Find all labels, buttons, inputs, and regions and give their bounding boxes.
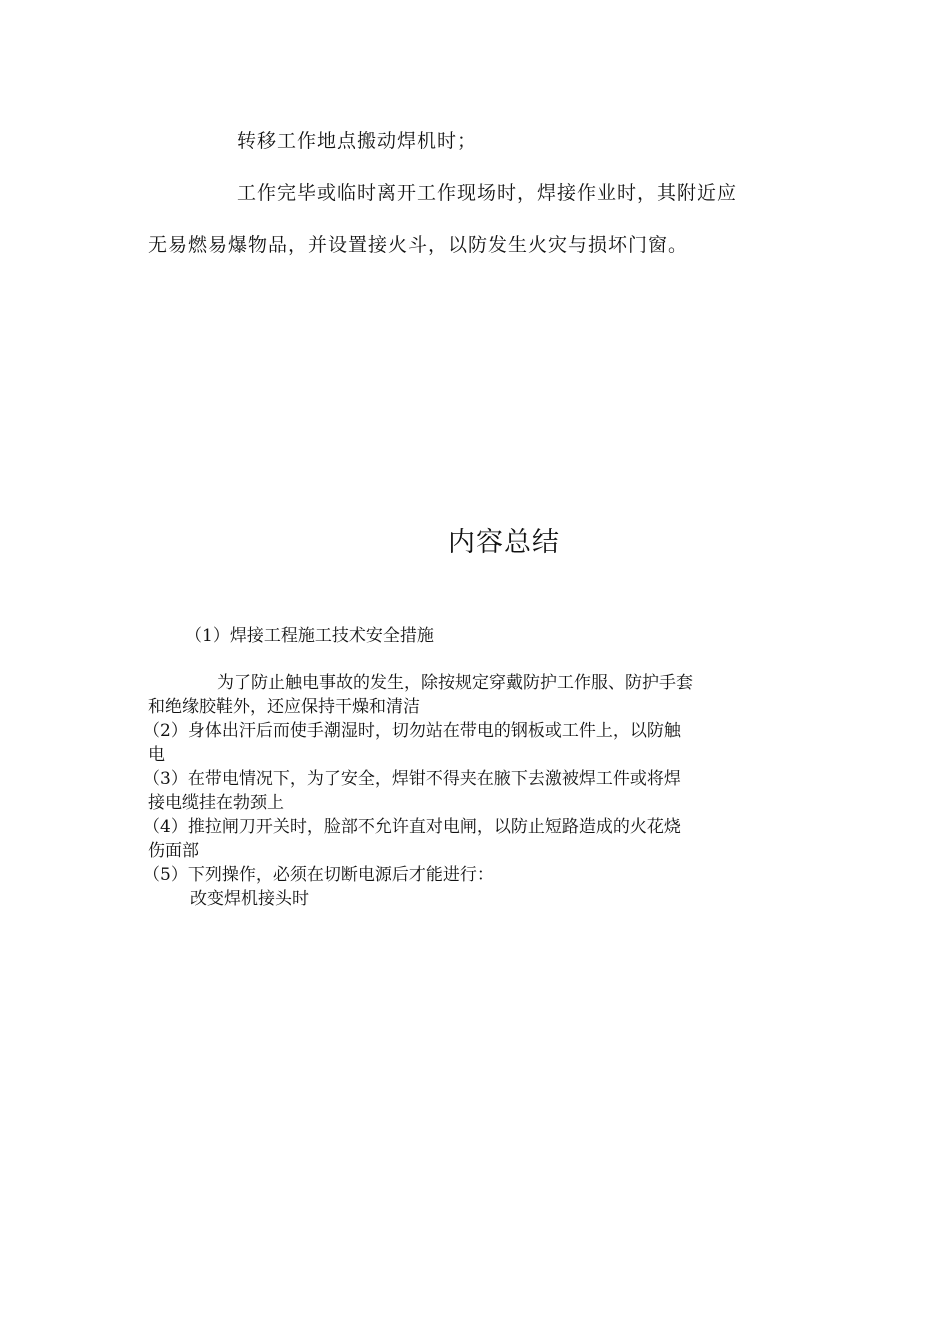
summary-line: 和绝缘胶鞋外，还应保持干燥和清洁 [148, 697, 420, 717]
summary-line: 为了防止触电事故的发生，除按规定穿戴防护工作服、防护手套 [217, 673, 693, 693]
body-line: 工作完毕或临时离开工作现场时，焊接作业时，其附近应 [237, 182, 738, 204]
summary-line: 电 [148, 745, 165, 765]
summary-line: 接电缆挂在勃颈上 [148, 793, 284, 813]
summary-line: （5）下列操作，必须在切断电源后才能进行： [143, 865, 494, 885]
body-line: 转移工作地点搬动焊机时； [237, 130, 478, 152]
summary-title: 内容总结 [448, 527, 560, 558]
summary-line: 改变焊机接头时 [190, 889, 309, 909]
summary-heading: （1）焊接工程施工技术安全措施 [185, 626, 434, 646]
summary-line: 伤面部 [148, 841, 199, 861]
summary-line: （3）在带电情况下，为了安全，焊钳不得夹在腋下去激被焊工件或将焊 [143, 769, 681, 789]
summary-line: （2）身体出汗后而使手潮湿时，切勿站在带电的钢板或工件上，以防触 [143, 721, 681, 741]
summary-line: （4）推拉闸刀开关时，脸部不允许直对电闸，以防止短路造成的火花烧 [143, 817, 681, 837]
body-line: 无易燃易爆物品，并设置接火斗，以防发生火灾与损坏门窗。 [148, 234, 689, 256]
